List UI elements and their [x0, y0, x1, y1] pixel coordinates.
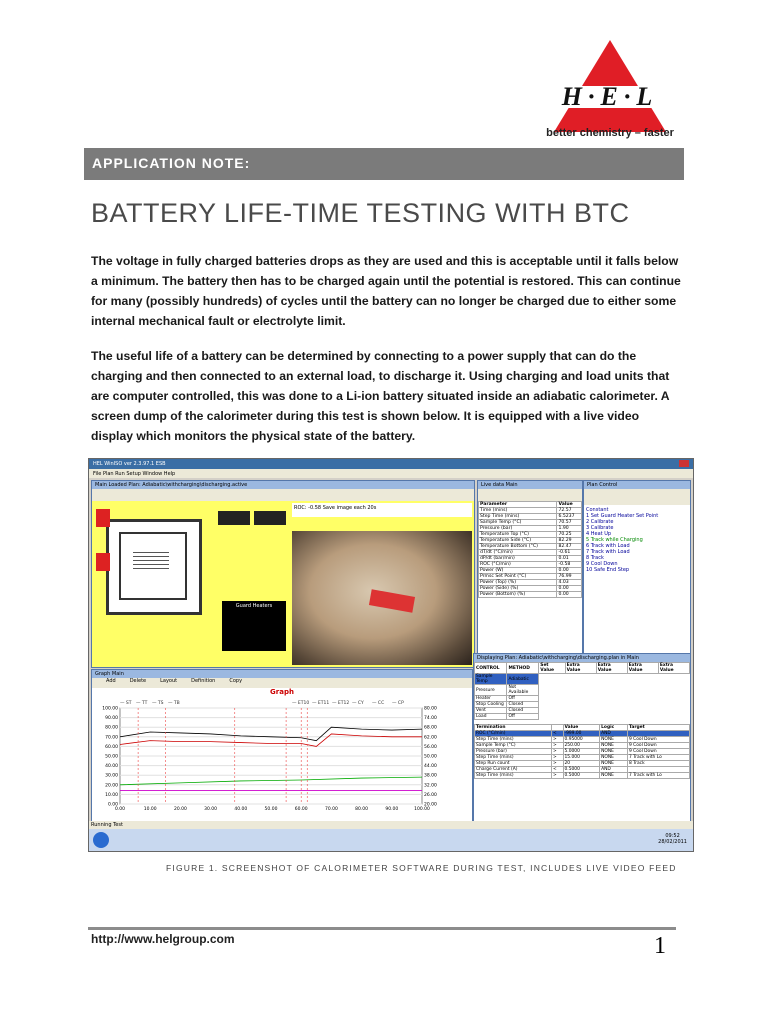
plan-control-title: Plan Control	[584, 481, 690, 489]
plan-step-item[interactable]: 4 Heat Up	[586, 531, 612, 537]
live-data-toolbar[interactable]	[478, 489, 582, 501]
table-cell: Closed	[507, 708, 539, 714]
table-cell: -0.61	[557, 550, 582, 556]
app-titlebar	[89, 459, 693, 469]
table-cell: Charge Current (A)	[475, 767, 552, 773]
table-cell: Target	[627, 725, 689, 731]
y2-tick-label: 68.00	[424, 725, 437, 731]
table-cell: Off	[507, 714, 539, 720]
table-cell: 4.03	[557, 580, 582, 586]
table-cell: Adiabatic	[507, 674, 539, 685]
y2-tick-label: 74.00	[424, 716, 437, 722]
app-title: HEL WinISO ver 2.3.97.1 ESB	[93, 461, 166, 467]
table-cell: Off	[507, 696, 539, 702]
figure-caption: FIGURE 1. SCREENSHOT OF CALORIMETER SOFTWARE DURING TEST, INCLUDES LIVE VIDEO FEED	[166, 863, 677, 873]
guard-heaters-label: Guard Heaters	[235, 603, 273, 609]
table-cell: 20	[563, 761, 600, 767]
y2-tick-label: 50.00	[424, 754, 437, 760]
table-cell: >	[551, 737, 563, 743]
table-cell: Temperature Bottom (°C)	[479, 544, 557, 550]
table-cell: Extra Value	[565, 663, 596, 674]
table-cell: Extra Value	[627, 663, 658, 674]
plan-window	[91, 480, 475, 668]
legend-entry: — TT	[136, 701, 148, 706]
table-cell: ROC (°C/min)	[479, 562, 557, 568]
table-cell: Time (mins)	[479, 508, 557, 514]
y-tick-label: 60.00	[105, 744, 118, 750]
legend-entry: — CY	[352, 701, 364, 706]
y-tick-label: 0.00	[107, 802, 118, 808]
y2-tick-label: 26.00	[424, 792, 437, 798]
plan-step-item[interactable]: Constant	[586, 507, 609, 513]
windows-taskbar	[89, 829, 693, 851]
table-cell: Pressure (bar)	[479, 526, 557, 532]
table-cell: <	[551, 767, 563, 773]
table-cell: Heater	[475, 696, 507, 702]
x-tick-label: 100.00	[414, 807, 430, 812]
y-tick-label: 20.00	[105, 783, 118, 789]
plan-toolbar[interactable]	[92, 489, 474, 501]
table-cell: 1.90	[557, 526, 582, 532]
software-screenshot	[88, 458, 694, 852]
battery-image	[369, 589, 415, 612]
band-label: APPLICATION NOTE:	[92, 155, 251, 171]
table-cell: Prmsc Set Point (°C)	[479, 574, 557, 580]
plan-step-item[interactable]: 7 Track with Load	[586, 549, 630, 555]
table-cell: AND	[600, 767, 628, 773]
plan-method-table	[474, 662, 690, 720]
table-cell: >	[551, 743, 563, 749]
hel-logo	[540, 36, 680, 142]
legend-entry: — CP	[392, 701, 404, 706]
table-cell: 0.01	[557, 556, 582, 562]
table-row	[475, 685, 690, 696]
live-video-feed	[292, 531, 472, 665]
table-cell: Step Time (mins)	[475, 773, 552, 779]
table-cell: NONE	[600, 743, 628, 749]
x-tick-label: 90.00	[385, 807, 399, 812]
footer-rule	[88, 927, 676, 930]
table-cell: 0.5000	[563, 773, 600, 779]
y2-tick-label: 38.00	[424, 773, 437, 779]
table-cell: METHOD	[507, 663, 539, 674]
live-data-table	[478, 501, 582, 598]
svg-text:H·E·L: H·E·L	[561, 82, 659, 111]
plan-step-item[interactable]: 10 Safe End Step	[586, 567, 630, 573]
x-tick-label: 40.00	[234, 807, 248, 812]
table-cell: 9 Cool Down	[627, 737, 689, 743]
plan-step-item[interactable]: 5 Track while Charging	[586, 537, 643, 543]
x-tick-label: 50.00	[264, 807, 278, 812]
table-cell: 0.95000	[563, 737, 600, 743]
status-bar	[89, 821, 693, 829]
table-cell: NONE	[600, 761, 628, 767]
table-cell: Termination	[475, 725, 552, 731]
termination-table	[474, 724, 690, 779]
table-cell: 70.25	[557, 532, 582, 538]
y-tick-label: 50.00	[105, 754, 118, 760]
menu-items[interactable]: File Plan Run Setup Window Help	[93, 471, 176, 477]
page-title: BATTERY LIFE-TIME TESTING WITH BTC	[91, 198, 630, 228]
table-row	[475, 773, 690, 779]
legend-entry: — ST	[120, 701, 132, 706]
legend-entry: — ET10	[292, 701, 310, 706]
table-cell: 0.00	[557, 592, 582, 598]
y-tick-label: 10.00	[105, 792, 118, 798]
y-tick-label: 30.00	[105, 773, 118, 779]
table-cell: Extra Value	[658, 663, 689, 674]
table-cell: Pressure (bar)	[475, 749, 552, 755]
table-cell: dT/dt (°C/min)	[479, 550, 557, 556]
table-cell: Load	[475, 714, 507, 720]
plan-step-item[interactable]: 2 Calibrate	[586, 519, 614, 525]
table-cell: Step Time (mins)	[475, 737, 552, 743]
graph-toolbar-button[interactable]: Add	[106, 678, 116, 684]
table-cell: Power (Bottom) (%)	[479, 592, 557, 598]
table-cell: 6.5237	[557, 514, 582, 520]
table-cell: Extra Value	[596, 663, 627, 674]
plan-step-item[interactable]: 1 Set Guard Heater Set Point	[586, 513, 659, 519]
paragraph-1: The voltage in fully charged batteries drops as they are used and this is acceptable until it falls below a minimum. The battery then has to be charged again until the potential is restored. This can continue for many (possibly hundreds) of cycles until the battery can no longer be charged due to either some internal mechanical fault or electrolyte limit.	[91, 254, 681, 328]
graph-toolbar-button[interactable]: Layout	[160, 678, 178, 684]
y2-tick-label: 32.00	[424, 783, 437, 789]
table-cell: Step Run count	[475, 761, 552, 767]
graph-plot	[92, 696, 468, 816]
legend-entry: — CC	[372, 701, 385, 706]
legend-entry: — ET12	[332, 701, 350, 706]
x-tick-label: 60.00	[294, 807, 308, 812]
legend-entry: — TS	[152, 701, 164, 706]
table-cell: >	[551, 773, 563, 779]
table-cell: NONE	[600, 749, 628, 755]
table-row	[475, 674, 690, 685]
table-cell: Sample Temp	[475, 674, 507, 685]
table-cell: Not Available	[507, 685, 539, 696]
plan-step-item[interactable]: 9 Cool Down	[586, 561, 618, 567]
y-tick-label: 40.00	[105, 764, 118, 770]
table-cell: Value	[557, 502, 582, 508]
table-row	[475, 714, 690, 720]
readout-display	[218, 511, 250, 525]
table-cell: NONE	[600, 755, 628, 761]
logo-tagline: better chemistry – faster	[546, 127, 674, 139]
plan-step-item[interactable]: 6 Track with Load	[586, 543, 630, 549]
table-cell: 0.5000	[563, 767, 600, 773]
live-data-title: Live data Main	[478, 481, 582, 489]
application-note-band	[84, 148, 684, 180]
table-cell: >	[551, 749, 563, 755]
y2-tick-label: 56.00	[424, 744, 437, 750]
table-cell: Sample Temp (°C)	[475, 743, 552, 749]
table-cell: 76.99	[557, 574, 582, 580]
footer-url[interactable]: http://www.helgroup.com	[91, 932, 235, 946]
graph-label: Graph	[270, 688, 294, 696]
table-cell: 0.00	[557, 568, 582, 574]
table-cell: Power (Side) (%)	[479, 586, 557, 592]
table-row	[479, 592, 582, 598]
table-cell: Power (Top) (%)	[479, 580, 557, 586]
table-cell: 7 Track with Lo	[627, 773, 689, 779]
page-number: 1	[654, 933, 666, 959]
plan-step-item[interactable]: 3 Calibrate	[586, 525, 614, 531]
app-menubar	[89, 469, 693, 478]
graph-toolbar[interactable]	[92, 678, 472, 688]
table-cell: 8 Track	[627, 761, 689, 767]
x-tick-label: 70.00	[324, 807, 338, 812]
legend-entry: — ET11	[312, 701, 330, 706]
table-cell: Vent	[475, 708, 507, 714]
table-cell: <	[551, 731, 563, 737]
table-cell: 0.00	[557, 586, 582, 592]
table-cell: 72.57	[557, 508, 582, 514]
graph-toolbar-button[interactable]: Delete	[129, 678, 147, 684]
plan-steps-list[interactable]	[584, 505, 690, 575]
plan-display-title: Displaying Plan: Adiabatic\withcharging\discharging.plan in Main	[474, 654, 690, 662]
calorimeter-diagram	[106, 519, 202, 615]
live-data-window	[477, 480, 583, 658]
table-header-row	[475, 663, 690, 674]
y2-tick-label: 80.00	[424, 706, 437, 712]
table-cell: Temperature Top (°C)	[479, 532, 557, 538]
table-cell: 9 Cool Down	[627, 743, 689, 749]
table-cell: NONE	[600, 773, 628, 779]
valve-icon[interactable]	[96, 553, 110, 571]
table-cell: 7 Track with Lo	[627, 755, 689, 761]
table-cell: >	[551, 755, 563, 761]
table-row	[479, 544, 582, 550]
table-cell: Step Time (mins)	[475, 755, 552, 761]
table-cell: NONE	[600, 737, 628, 743]
plan-display-window	[473, 653, 691, 823]
table-cell: Set Value	[539, 663, 565, 674]
close-icon[interactable]	[679, 460, 689, 467]
table-cell: Sample Temp (°C)	[479, 520, 557, 526]
readout-display	[254, 511, 286, 525]
y-tick-label: 80.00	[105, 725, 118, 731]
x-tick-label: 80.00	[355, 807, 369, 812]
y-tick-label: 100.00	[102, 706, 118, 712]
table-cell: 82.47	[557, 544, 582, 550]
x-tick-label: 30.00	[204, 807, 218, 812]
table-cell: -999.00	[563, 731, 600, 737]
plan-control-toolbar[interactable]	[584, 489, 690, 505]
table-cell: 70.57	[557, 520, 582, 526]
table-cell: 15.000	[563, 755, 600, 761]
table-cell: 5.0000	[563, 749, 600, 755]
x-tick-label: 20.00	[173, 807, 187, 812]
table-cell: -0.58	[557, 562, 582, 568]
table-cell: 9 Cool Down	[627, 749, 689, 755]
guard-heaters-panel	[222, 601, 286, 651]
plan-control-window	[583, 480, 691, 658]
table-cell: Pressure	[475, 685, 507, 696]
table-cell: dP/dt (bar/min)	[479, 556, 557, 562]
graph-window-title: Graph Main	[92, 670, 472, 678]
taskbar-clock: 09:52 28/02/2011	[658, 833, 687, 845]
table-cell: CONTROL	[475, 663, 507, 674]
plan-step-item[interactable]: 8 Track	[586, 555, 604, 561]
y-tick-label: 70.00	[105, 735, 118, 741]
x-tick-label: 0.00	[114, 807, 126, 812]
paragraph-2: The useful life of a battery can be determined by connecting to a power supply that can do the charging and then connected to an external load, to discharge it. Using charging and load units that are computer controlled, this was done to a Li-ion battery situated inside an adiabatic calorimeter. A screen dump of the calorimeter during this test is shown below. It is equipped with a live video display which monitors the physical state of the battery.	[91, 349, 670, 443]
table-cell: Temperature Side (°C)	[479, 538, 557, 544]
graph-toolbar-button[interactable]: Definition	[191, 678, 216, 684]
roc-bar	[292, 503, 472, 517]
table-cell: Logic	[600, 725, 628, 731]
table-cell: AND	[600, 731, 628, 737]
table-cell: Value	[563, 725, 600, 731]
graph-window	[91, 669, 473, 823]
y2-tick-label: 44.00	[424, 764, 437, 770]
legend-entry: — TB	[168, 701, 180, 706]
y2-tick-label: 20.00	[424, 802, 437, 808]
table-cell: ROC (°C/min)	[475, 731, 552, 737]
table-row	[479, 538, 582, 544]
status-text: Running Test	[91, 822, 123, 828]
table-cell: 82.29	[557, 538, 582, 544]
table-cell: 250.00	[563, 743, 600, 749]
y2-tick-label: 62.00	[424, 735, 437, 741]
roc-text: ROC: -0.58 Save image each 20s	[294, 505, 377, 511]
start-button[interactable]	[93, 832, 109, 848]
valve-icon[interactable]	[96, 509, 110, 527]
table-cell: Stop Cooling	[475, 702, 507, 708]
table-cell: Step Time (mins)	[479, 514, 557, 520]
graph-toolbar-button[interactable]: Copy	[229, 678, 243, 684]
table-cell: Parameter	[479, 502, 557, 508]
x-tick-label: 10.00	[143, 807, 157, 812]
table-cell: Closed	[507, 702, 539, 708]
plan-window-title: Main Loaded Plan: Adiabatic\withcharging\discharging.active	[92, 481, 474, 489]
table-cell: >	[551, 761, 563, 767]
table-cell: Power (W)	[479, 568, 557, 574]
y-tick-label: 90.00	[105, 716, 118, 722]
